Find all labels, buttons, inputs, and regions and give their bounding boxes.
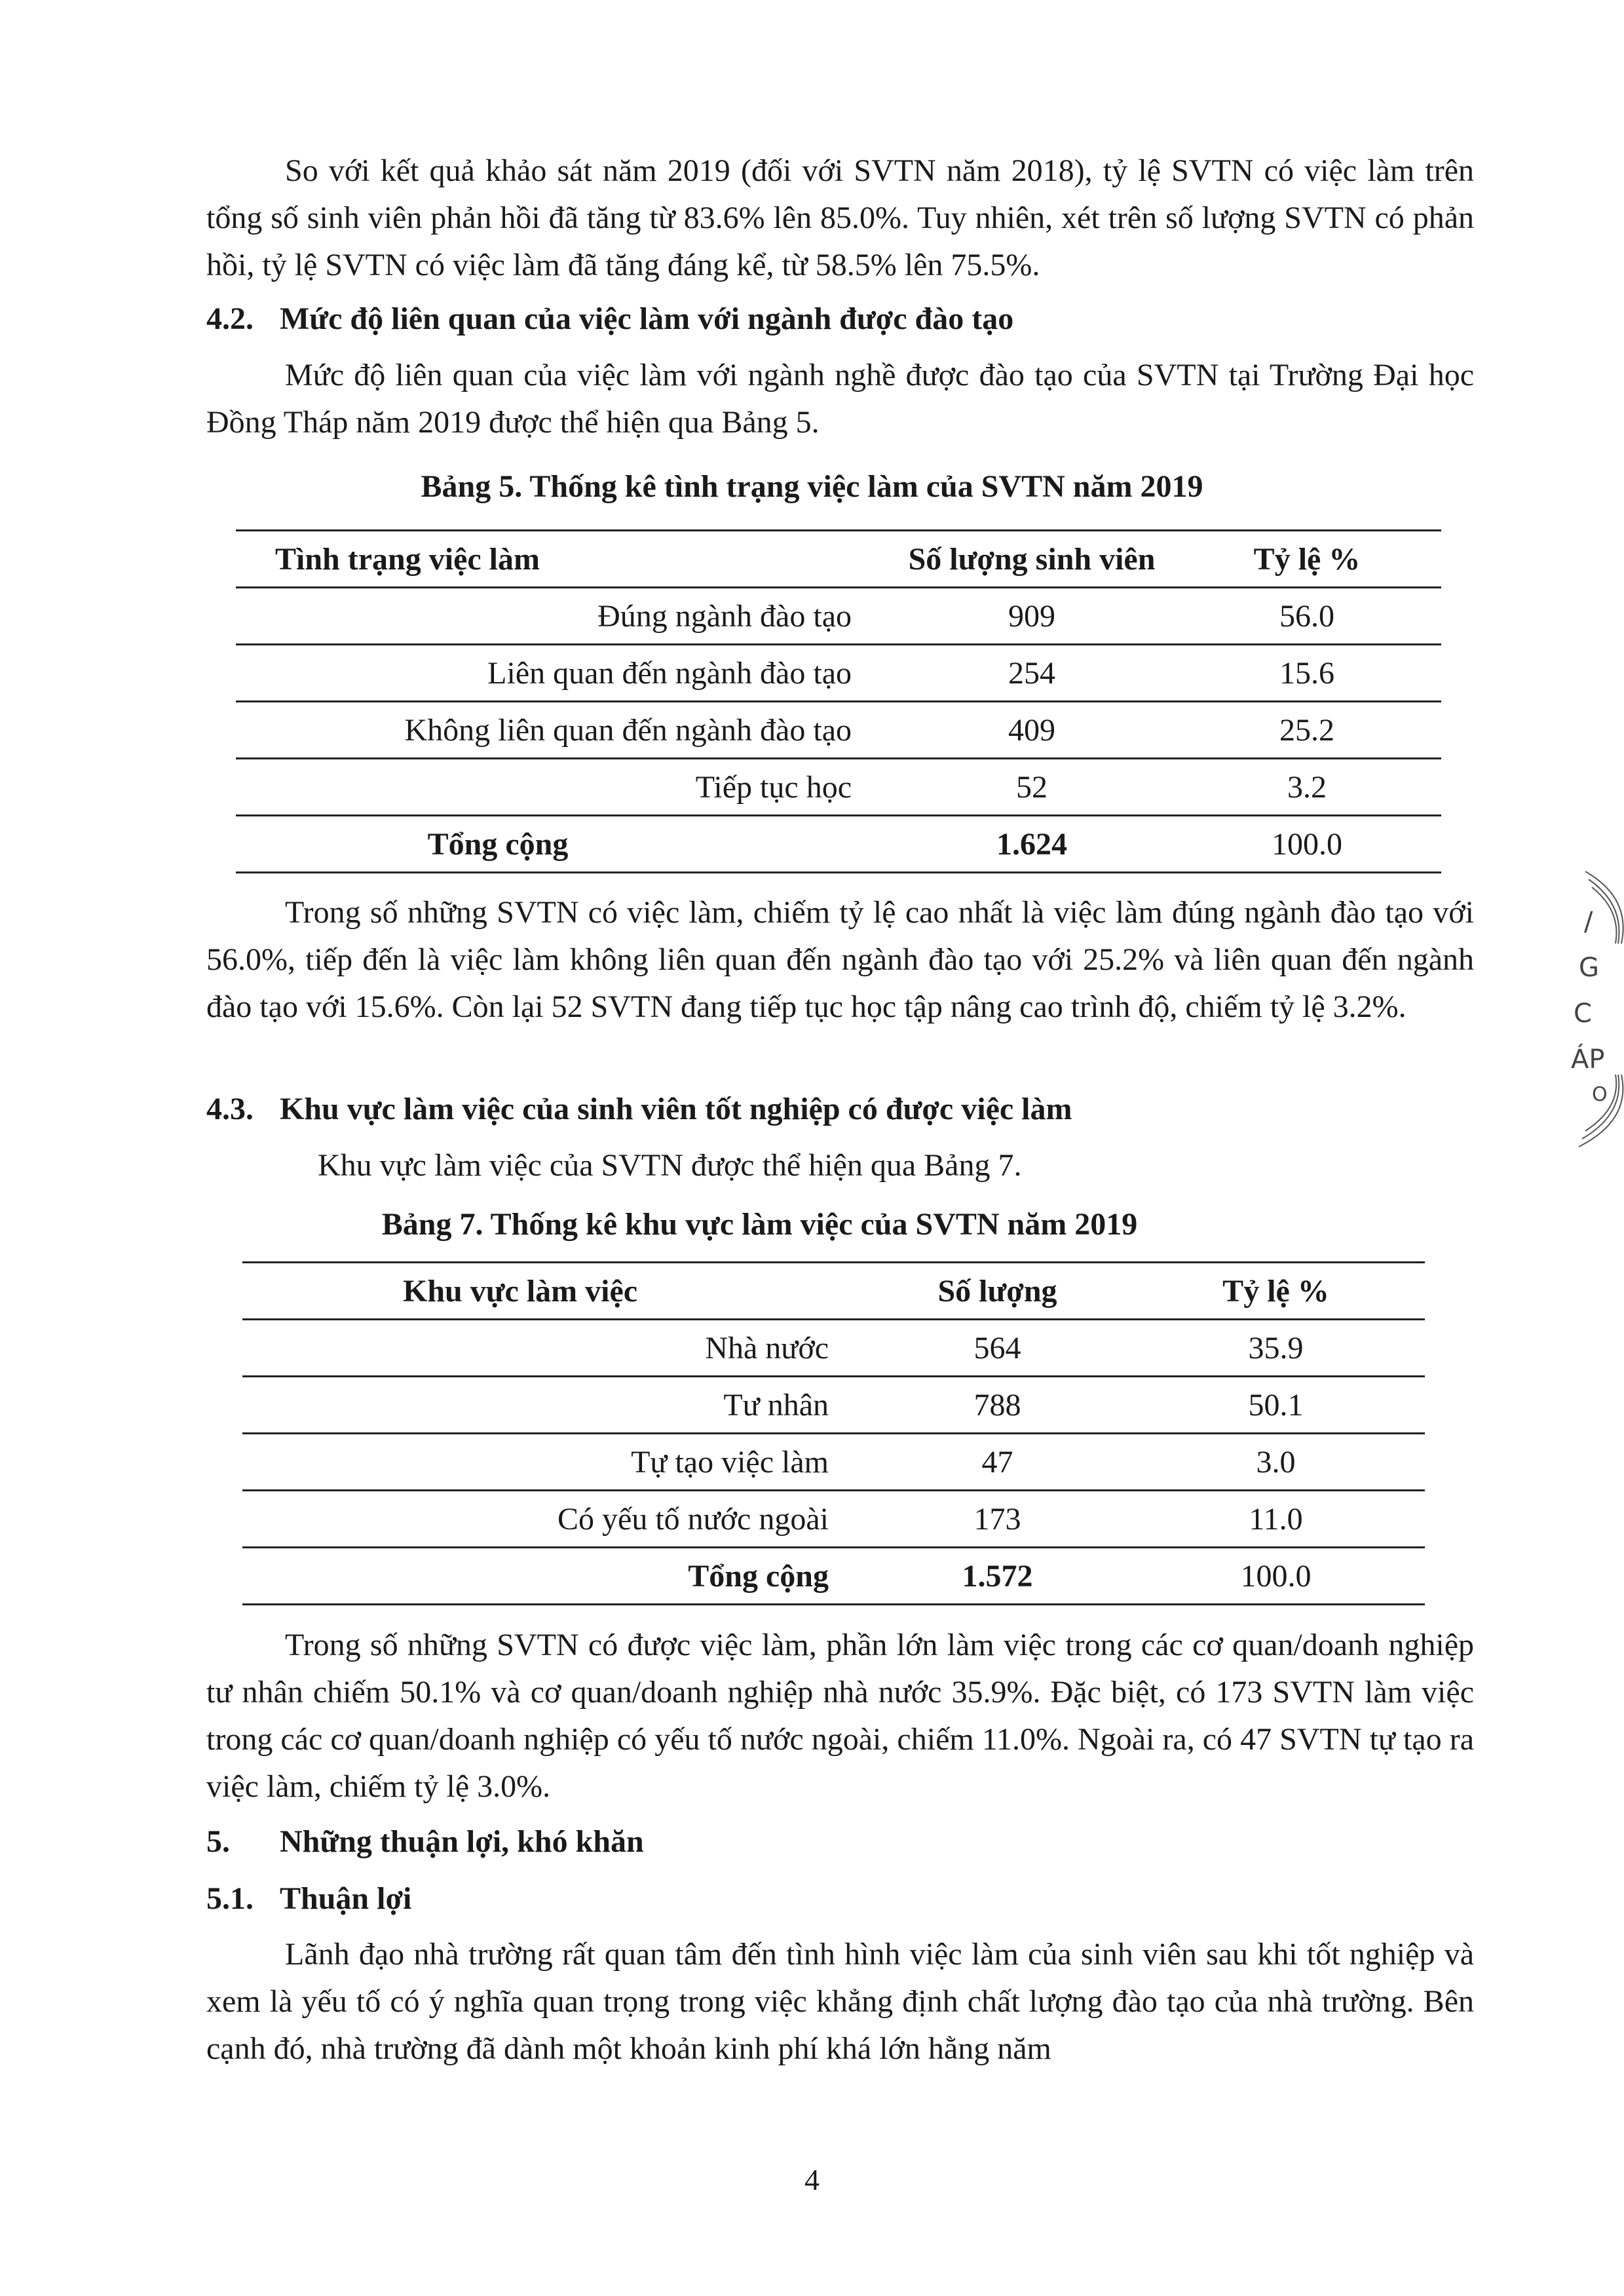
total-count: 1.572: [868, 1548, 1127, 1605]
table7-caption: Bảng 7. Thống kê khu vực làm việc của SVTN năm 2019: [381, 1207, 1138, 1242]
paragraph-relevance-intro: Mức độ liên quan của việc làm với ngành nghề được đào tạo của SVTN tại Trường Đại học Đồng Tháp năm 2019 được thể hiện qua Bảng 5.: [206, 358, 1474, 440]
table-total-row: [242, 1548, 1425, 1605]
total-count: 1.624: [891, 816, 1173, 873]
table-row: [242, 1320, 1425, 1377]
row-label: Tự tạo việc làm: [242, 1434, 868, 1491]
heading-4-3: [206, 1086, 1474, 1133]
row-label: Tư nhân: [242, 1377, 868, 1434]
svg-text:O: O: [1592, 1083, 1608, 1106]
table-row: [242, 1491, 1425, 1548]
row-count: 47: [868, 1434, 1127, 1491]
table-work-sector: [242, 1261, 1425, 1605]
table-row: [236, 759, 1441, 816]
heading-4-2: [206, 296, 1474, 343]
official-seal-stamp: [1559, 858, 1624, 1166]
heading-number: 4.2.: [206, 301, 254, 336]
paragraph-status-summary: Trong số những SVTN có việc làm, chiếm tỷ lệ cao nhất là việc làm đúng ngành đào tạo với 56.0%, tiếp đến là việc làm không liên quan đến ngành đào tạo với 25.2% và liên quan đến ngành đào tạo với 15.6%. Còn lại 52 SVTN đang tiếp tục học tập nâng cao trình độ, chiếm tỷ lệ 3.2%.: [206, 895, 1474, 1024]
heading-5-1: [206, 1875, 1474, 1923]
total-label: Tổng cộng: [236, 816, 891, 873]
table-total-row: [236, 816, 1441, 873]
table-row: [236, 702, 1441, 759]
row-count: 909: [891, 588, 1173, 645]
row-count: 409: [891, 702, 1173, 759]
header-cell: Tỷ lệ %: [1127, 1263, 1425, 1320]
table-row: [236, 588, 1441, 645]
paragraph-sector-summary: Trong số những SVTN có được việc làm, phần lớn làm việc trong các cơ quan/doanh nghiệp tư nhân chiếm 50.1% và cơ quan/doanh nghiệp nhà nước 35.9%. Đặc biệt, có 173 SVTN làm việc trong các cơ quan/doanh nghiệp có yếu tố nước ngoài, chiếm 11.0%. Ngoài ra, có 47 SVTN tự tạo ra việc làm, chiếm tỷ lệ 3.0%.: [206, 1628, 1474, 1804]
table-employment-status: [236, 529, 1441, 873]
table5-caption: Bảng 5. Thống kê tình trạng việc làm của SVTN năm 2019: [421, 469, 1203, 504]
row-count: 254: [891, 645, 1173, 702]
seal-stamp-icon: [1559, 858, 1624, 1166]
row-count: 52: [891, 759, 1173, 816]
total-percent: 100.0: [1173, 816, 1441, 873]
row-percent: 15.6: [1173, 645, 1441, 702]
table-header-row: [236, 531, 1441, 588]
paragraph-sector-intro: Khu vực làm việc của SVTN được thể hiện qua Bảng 7.: [318, 1148, 1022, 1183]
page-number: 4: [804, 2163, 820, 2196]
svg-text:G: G: [1579, 953, 1599, 983]
svg-text:ÁP: ÁP: [1571, 1044, 1605, 1075]
row-label: Đúng ngành đào tạo: [236, 588, 891, 645]
header-cell: Số lượng: [868, 1263, 1127, 1320]
paragraph-advantages: Lãnh đạo nhà trường rất quan tâm đến tình hình việc làm của sinh viên sau khi tốt nghiệp và xem là yếu tố có ý nghĩa quan trọng trong việc khẳng định chất lượng đào tạo của nhà trường. Bên cạnh đó, nhà trường đã dành một khoản kinh phí khá lớn hằng năm: [206, 1937, 1474, 2066]
heading-text: Mức độ liên quan của việc làm với ngành được đào tạo: [280, 301, 1014, 336]
heading-5: [206, 1818, 1474, 1866]
row-label: Tiếp tục học: [236, 759, 891, 816]
header-cell: Khu vực làm việc: [242, 1263, 868, 1320]
row-percent: 35.9: [1127, 1320, 1425, 1377]
row-label: Không liên quan đến ngành đào tạo: [236, 702, 891, 759]
table-header-row: [242, 1263, 1425, 1320]
table-row: [242, 1434, 1425, 1491]
row-percent: 50.1: [1127, 1377, 1425, 1434]
heading-text: Khu vực làm việc của sinh viên tốt nghiệp có được việc làm: [280, 1092, 1072, 1126]
row-percent: 3.0: [1127, 1434, 1425, 1491]
heading-text: Thuận lợi: [280, 1881, 412, 1916]
row-percent: 25.2: [1173, 702, 1441, 759]
header-cell: Tình trạng việc làm: [236, 531, 891, 588]
row-percent: 11.0: [1127, 1491, 1425, 1548]
heading-number: 5.: [206, 1824, 230, 1859]
svg-text:/: /: [1584, 907, 1593, 937]
table-row: [236, 645, 1441, 702]
total-percent: 100.0: [1127, 1548, 1425, 1605]
row-percent: 56.0: [1173, 588, 1441, 645]
row-label: Nhà nước: [242, 1320, 868, 1377]
heading-number: 4.3.: [206, 1092, 254, 1126]
header-cell: Số lượng sinh viên: [891, 531, 1173, 588]
heading-text: Những thuận lợi, khó khăn: [280, 1824, 644, 1859]
row-count: 173: [868, 1491, 1127, 1548]
row-label: Có yếu tố nước ngoài: [242, 1491, 868, 1548]
heading-number: 5.1.: [206, 1881, 254, 1916]
svg-text:C: C: [1574, 999, 1592, 1029]
table-row: [242, 1377, 1425, 1434]
row-percent: 3.2: [1173, 759, 1441, 816]
paragraph-survey-comparison: So với kết quả khảo sát năm 2019 (đối với SVTN năm 2018), tỷ lệ SVTN có việc làm trên tổng số sinh viên phản hồi đã tăng từ 83.6% lên 85.0%. Tuy nhiên, xét trên số lượng SVTN có phản hồi, tỷ lệ SVTN có việc làm đã tăng đáng kể, từ 58.5% lên 75.5%.: [206, 153, 1474, 282]
total-label: Tổng cộng: [242, 1548, 868, 1605]
row-count: 564: [868, 1320, 1127, 1377]
row-label: Liên quan đến ngành đào tạo: [236, 645, 891, 702]
header-cell: Tỷ lệ %: [1173, 531, 1441, 588]
row-count: 788: [868, 1377, 1127, 1434]
